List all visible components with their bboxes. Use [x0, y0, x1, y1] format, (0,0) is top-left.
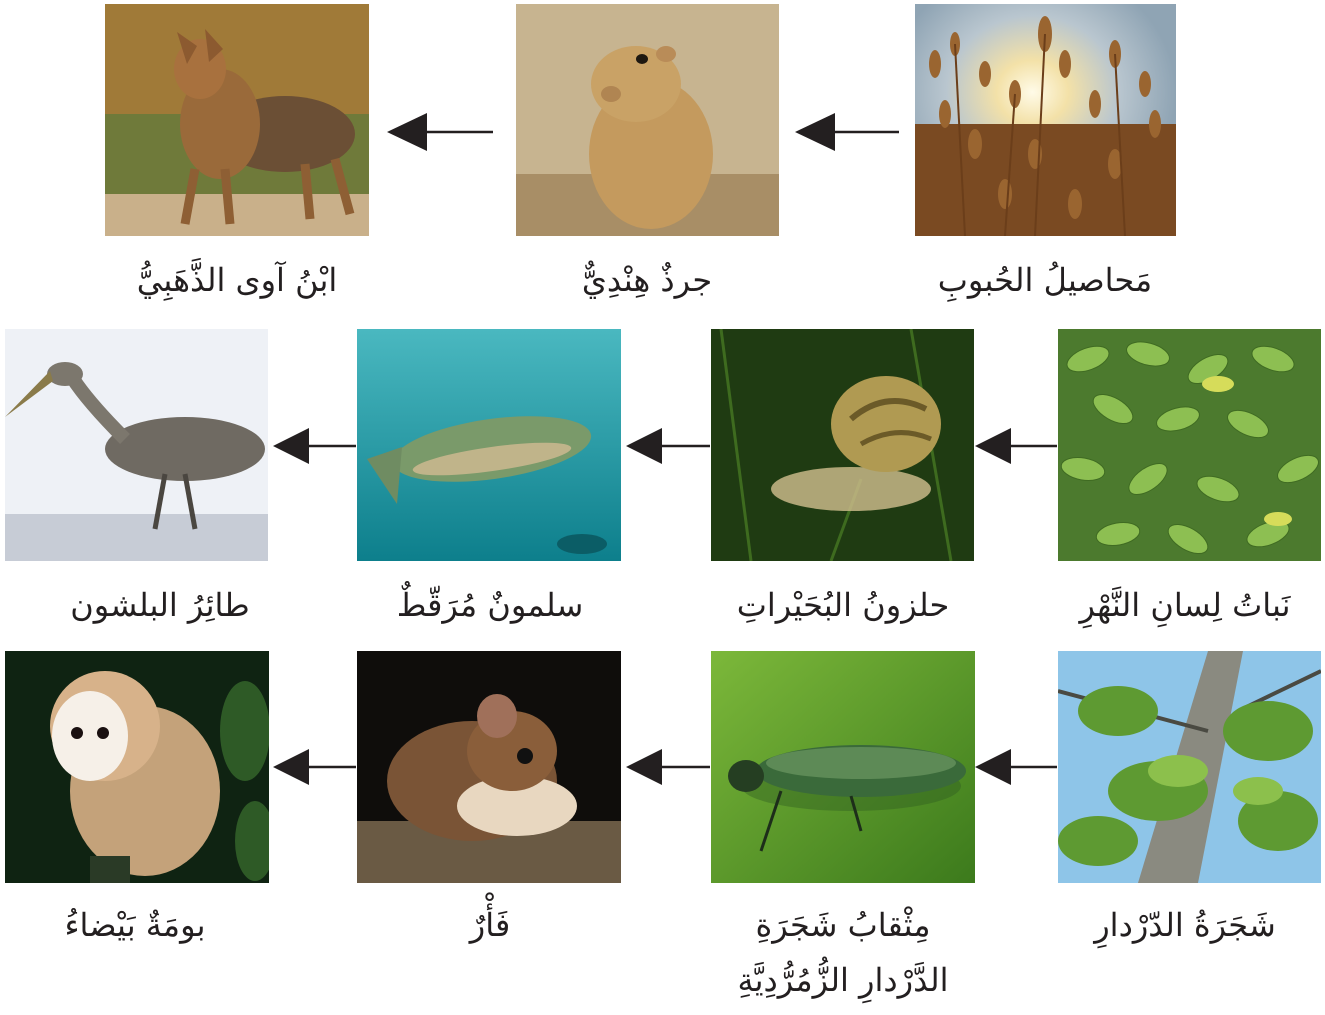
- arrow-snail-to-salmon: [626, 427, 710, 465]
- grain-crops-photo: [915, 4, 1176, 236]
- caption-lake-snail: حلزونُ البُحَيْراتِ: [736, 586, 950, 624]
- caption-indian-gerbil: جرذٌ هِنْدِيٌّ: [581, 261, 713, 299]
- heron-bird-photo: [5, 329, 268, 561]
- caption-grain-crops: مَحاصيلُ الحُبوبِ: [937, 261, 1153, 299]
- lake-snail-photo: [711, 329, 974, 561]
- caption-spotted-salmon: سلمونٌ مُرَقّطٌ: [396, 586, 584, 624]
- spotted-salmon-photo: [357, 329, 621, 561]
- arrow-mouse-to-owl: [273, 748, 356, 786]
- caption-barn-owl: بومَةٌ بَيْضاءُ: [64, 906, 206, 944]
- caption-heron-bird: طائِرُ البلشون: [70, 586, 250, 624]
- arrow-grain-to-gerbil: [795, 112, 901, 152]
- arrow-borer-to-mouse: [626, 748, 710, 786]
- caption-ash-tree: شَجَرَةُ الدّرْدارِ: [1094, 906, 1276, 944]
- mouse-photo: [357, 651, 621, 883]
- arrow-gerbil-to-jackal: [387, 112, 495, 152]
- river-tongue-plant-photo: [1058, 329, 1321, 561]
- emerald-ash-borer-photo: [711, 651, 975, 883]
- caption-golden-jackal: ابْنُ آوى الذَّهَبِيُّ: [136, 261, 338, 299]
- ash-tree-photo: [1058, 651, 1321, 883]
- indian-gerbil-photo: [516, 4, 779, 236]
- caption-mouse: فَأْرٌ: [469, 906, 511, 944]
- caption-river-tongue-plant: نَباتُ لِسانِ النَّهْرِ: [1079, 586, 1291, 624]
- arrow-tree-to-borer: [975, 748, 1057, 786]
- caption-emerald-ash-borer-line2: الدَّرْدارِ الزُّمُرُّدِيَّةِ: [737, 961, 949, 999]
- caption-emerald-ash-borer-line1: مِثْقابُ شَجَرَةِ: [755, 906, 931, 944]
- arrow-salmon-to-heron: [273, 427, 356, 465]
- arrow-plant-to-snail: [975, 427, 1057, 465]
- golden-jackal-photo: [105, 4, 369, 236]
- barn-owl-photo: [5, 651, 269, 883]
